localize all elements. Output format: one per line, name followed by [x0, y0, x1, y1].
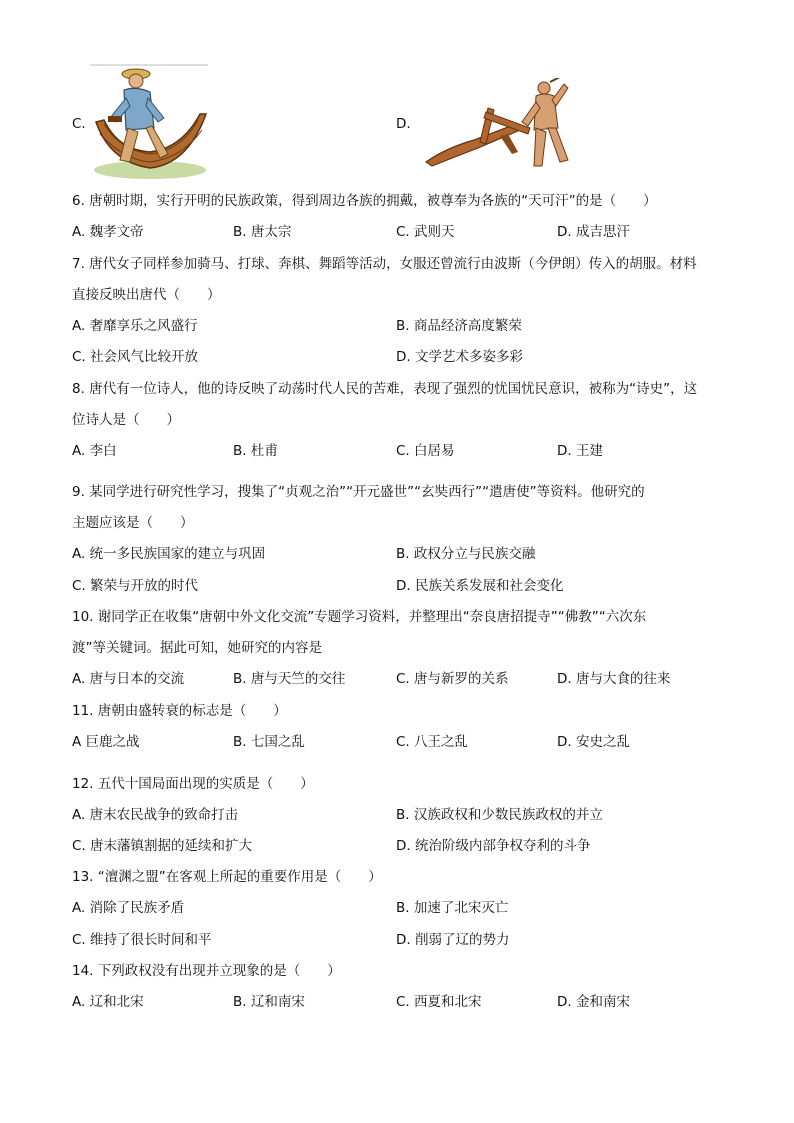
- question-13-stem: 13. “澶渊之盟”在客观上所起的重要作用是（ ）: [72, 869, 382, 885]
- question-11-option-d: D. 安史之乱: [557, 734, 630, 750]
- question-8-stem-line-1: 8. 唐代有一位诗人，他的诗反映了动荡时代人民的苦难，表现了强烈的忧国忧民意识，被称为“诗史”，这: [72, 381, 698, 397]
- question-12-stem: 12. 五代十国局面出现的实质是（ ）: [72, 776, 314, 792]
- question-10-stem-line-1: 10. 谢同学正在收集“唐朝中外文化交流”专题学习资料，并整理出“奈良唐招提寺”“佛教”“六次东: [72, 609, 647, 625]
- question-9-option-a: A. 统一多民族国家的建立与巩固: [72, 546, 266, 562]
- option-d-label: D.: [396, 116, 411, 132]
- question-14-option-b: B. 辽和南宋: [233, 994, 305, 1010]
- question-9-stem-line-1: 9. 某同学进行研究性学习，搜集了“贞观之治”“开元盛世”“玄奘西行”“遣唐使”等资料。他研究的: [72, 484, 645, 500]
- question-7-option-a: A. 奢靡享乐之风盛行: [72, 318, 198, 334]
- question-13-option-d: D. 削弱了辽的势力: [396, 932, 510, 948]
- question-12-option-c: C. 唐末藩镇割据的延续和扩大: [72, 838, 253, 854]
- question-6-option-d: D. 成吉思汗: [557, 224, 630, 240]
- question-6-option-b: B. 唐太宗: [233, 224, 292, 240]
- question-14-option-a: A. 辽和北宋: [72, 994, 144, 1010]
- question-8-option-d: D. 王建: [557, 443, 603, 459]
- question-13-option-c: C. 维持了很长时间和平: [72, 932, 212, 948]
- boat-builder-figure-icon: [90, 64, 210, 182]
- question-13-option-a: A. 消除了民族矛盾: [72, 900, 185, 916]
- question-7-option-b: B. 商品经济高度繁荣: [396, 318, 522, 334]
- question-10-option-a: A. 唐与日本的交流: [72, 671, 185, 687]
- question-12-option-a: A. 唐末农民战争的致命打击: [72, 807, 239, 823]
- question-13-option-b: B. 加速了北宋灭亡: [396, 900, 509, 916]
- question-10-option-b: B. 唐与天竺的交往: [233, 671, 346, 687]
- question-9-option-c: C. 繁荣与开放的时代: [72, 578, 199, 594]
- question-6-option-c: C. 武则天: [396, 224, 455, 240]
- question-10-stem-line-2: 渡”等关键词。据此可知，她研究的内容是: [72, 640, 322, 656]
- question-12-option-b: B. 汉族政权和少数民族政权的并立: [396, 807, 603, 823]
- ploughing-figure-icon: [422, 78, 574, 170]
- question-12-option-d: D. 统治阶级内部争权夺利的斗争: [396, 838, 591, 854]
- question-8-option-a: A. 李白: [72, 443, 117, 459]
- question-11-stem: 11. 唐朝由盛转衰的标志是（ ）: [72, 703, 287, 719]
- question-9-option-b: B. 政权分立与民族交融: [396, 546, 536, 562]
- question-6-option-a: A. 魏孝文帝: [72, 224, 144, 240]
- question-7-option-d: D. 文学艺术多姿多彩: [396, 349, 523, 365]
- question-7-option-c: C. 社会风气比较开放: [72, 349, 199, 365]
- question-9-stem-line-2: 主题应该是（ ）: [72, 515, 194, 531]
- question-10-option-d: D. 唐与大食的往来: [557, 671, 671, 687]
- question-11-option-b: B. 七国之乱: [233, 734, 305, 750]
- question-11-option-a: A 巨鹿之战: [72, 734, 140, 750]
- question-14-option-d: D. 金和南宋: [557, 994, 630, 1010]
- question-8-option-c: C. 白居易: [396, 443, 455, 459]
- question-7-stem-line-2: 直接反映出唐代（ ）: [72, 287, 221, 303]
- question-11-option-c: C. 八王之乱: [396, 734, 469, 750]
- option-c-label: C.: [72, 116, 86, 132]
- question-6-stem: 6. 唐朝时期，实行开明的民族政策，得到周边各族的拥戴，被尊奉为各族的“天可汗”的是（ ）: [72, 193, 657, 209]
- question-9-option-d: D. 民族关系发展和社会变化: [396, 578, 564, 594]
- question-8-stem-line-2: 位诗人是（ ）: [72, 412, 180, 428]
- question-14-stem: 14. 下列政权没有出现并立现象的是（ ）: [72, 963, 341, 979]
- question-14-option-c: C. 西夏和北宋: [396, 994, 482, 1010]
- question-10-option-c: C. 唐与新罗的关系: [396, 671, 509, 687]
- question-8-option-b: B. 杜甫: [233, 443, 278, 459]
- question-7-stem-line-1: 7. 唐代女子同样参加骑马、打球、奔棋、舞蹈等活动，女服还曾流行由波斯（今伊朗）传入的胡服。材料: [72, 256, 697, 272]
